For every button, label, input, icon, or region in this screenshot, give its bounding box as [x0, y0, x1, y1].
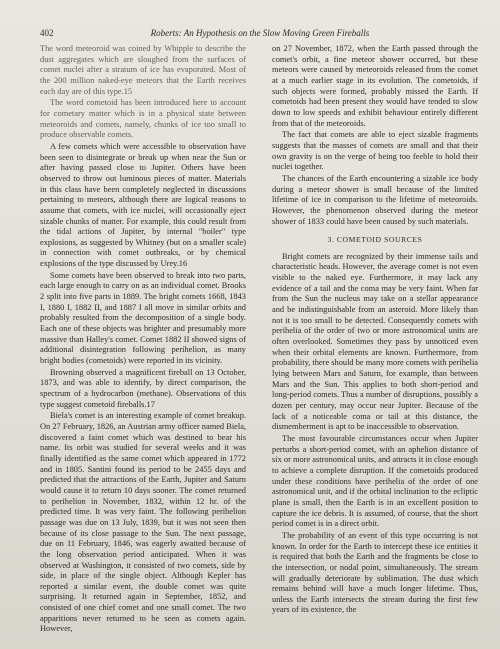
right-column — [272, 44, 478, 617]
paragraph: The most favourable circumstances occur when Jupiter perturbs a short-period comet, with an aphelion distance of six or more astronomical units, and attracts it in close enough to achieve a complete disruption. If the cometoids produced under these conditions have perihelia of the order of one astronomical unit, and if the orbital inclination to the ecliptic plane is small, then the Earth is in an excellent position to capture the ice debris. It is assumed, of course, that the short period comet is in a direct orbit. — [272, 433, 478, 529]
paragraph: on 27 November, 1872, when the Earth passed through the comet's orbit, a fine meteor shower occurred, but these meteors were caused by meteoroids released from the comet at a much earlier stage in its evolution. The cometoids, if such objects were formed, probably missed the Earth. If cometoids had been present they would have tended to slow down to low speeds and exhibit behaviour entirely different from that of the meteoroids. — [272, 44, 478, 128]
paragraph: Some comets have been observed to break into two parts, each large enough to carry on as an individual comet. Brooks 2 split into five parts in 1889. The bright comets 1668, 1843 I, 1880 I, 1882 II, and 1887 I all move in similar orbits and probably resulted from the decomposition of a single body. Each one of these objects was brighter and presumably more massive than Halley's comet. Comet 1882 II showed signs of additional disintegration following perihelion, as many bright bodies (cometoids) were reported in its vicinity. — [40, 270, 246, 366]
running-title: Roberts: An Hypothesis on the Slow Moving Green Fireballs — [150, 28, 370, 38]
paragraph: Bright comets are recognized by their immense tails and characteristic heads. However, the average comet is not even visible to the naked eye. Furthermore, it may lack any evidence of a tail and the coma may be very faint. When far from the Sun the nucleus may take on a stellar appearance and be indistinguishable from an asteroid. More likely than not it is too small to be detected. Consequently comets with perihelia of the order of two or more astronomical units are often overlooked. Sometimes they pass by unnoticed even when their orbital elements are known. Furthermore, from probability, there should be many more comets with perihelia lying between Mars and Saturn, for example, than between Mars and the Sun. This applies to both short-period and long-period comets. Thus a number of disruptions, possibly a dozen per century, may occur near Jupiter. Because of the lack of a noticeable coma or tail at this distance, the dismemberment is apt to be inaccessible to observation. — [272, 251, 478, 432]
left-column — [40, 44, 246, 636]
paragraph: The word meteoroid was coined by Whipple to describe the dust aggregates which are sloughed from the surfaces of comet nuclei after a stratum of ice has evaporated. Most of the 200 million naked-eye meteors that the Earth receives each day are of this type.15 — [40, 44, 246, 96]
paragraph: The word cometoid has been introduced here to account for cometary matter which is in a physical state between meteoroids and comets, namely, chunks of ice too small to produce observable comets. — [40, 98, 246, 140]
paragraph: The probability of an event of this type occurring is not known. In order for the Earth to intercept these ice entities it is required that both the Earth and the fragments be close to the intersection, or nodal point, simultaneously. The stream will gradually deteriorate by sublimation. The dust which remains behind will have a much longer lifetime. Thus, unless the Earth intersects the stream during the first few years of its existence, the — [272, 530, 478, 615]
paragraph: Browning observed a magnificent fireball on 13 October, 1873, and was able to identify, by direct comparison, the spectrum of a hydrocarbon (methane). Observations of this type suggest cometoid fireballs.17 — [40, 367, 246, 409]
paragraph: The fact that comets are able to eject sizable fragments suggests that the masses of comets are small and that their own gravity is on the verge of being too feeble to hold their nuclei together. — [272, 130, 478, 172]
paragraph: A few comets which were accessible to observation have been seen to disintegrate or break up when near the Sun or after having passed close to Jupiter. Others have been observed to throw out luminous pieces of matter. Materials in this class have been completely neglected in discussions pertaining to meteors, although there are logical reasons to assume that comets, with ice nuclei, will occasionally eject sizable chunks of matter. For example, this could result from the tidal actions of Jupiter, by internal "boiler" type explosions, as suggested by Whitney (but on a smaller scale) in connection with comet outbreaks, or by chemical explosions of the type discussed by Urey.16 — [40, 141, 246, 269]
paragraph: Biela's comet is an interesting example of comet breakup. On 27 February, 1826, an Austrian army officer named Biela, discovered a faint comet which was destined to bear his name. Its orbit was studied for several weeks and it was finally identified as the same comet which appeared in 1772 and in 1805. Santini found its period to be 2455 days and predicted that the attractions of the Earth, Jupiter and Saturn would cause it to return 10 days sooner. The comet returned to perihelion in November, 1832, within 12 hr. of the predicted time. It was very faint. The following perihelion passage was due on 13 July, 1839, but it was not seen then because of its close passage to the Sun. The next passage, due on 11 February, 1846, was eagerly awaited because of the long observation period anticipated. When it was observed at Washington, it consisted of two comets, side by side, in place of the single object. Although Kepler has reported a similar event, the double comet was quite surprising. It returned again in September, 1852, and consisted of one chief comet and one small comet. The two apparitions never returned to be seen as comets again. However, — [40, 411, 246, 634]
paragraph: The chances of the Earth encountering a sizable ice body during a meteor shower is small because of the limited lifetime of ice in comparison to the lifetime of meteoroids. However, the phenomenon observed during the meteor shower of 1833 could have been caused by such materials. — [272, 173, 478, 226]
page-number: 402 — [40, 28, 54, 38]
section-heading: 3. COMETOID SOURCES — [327, 235, 423, 245]
